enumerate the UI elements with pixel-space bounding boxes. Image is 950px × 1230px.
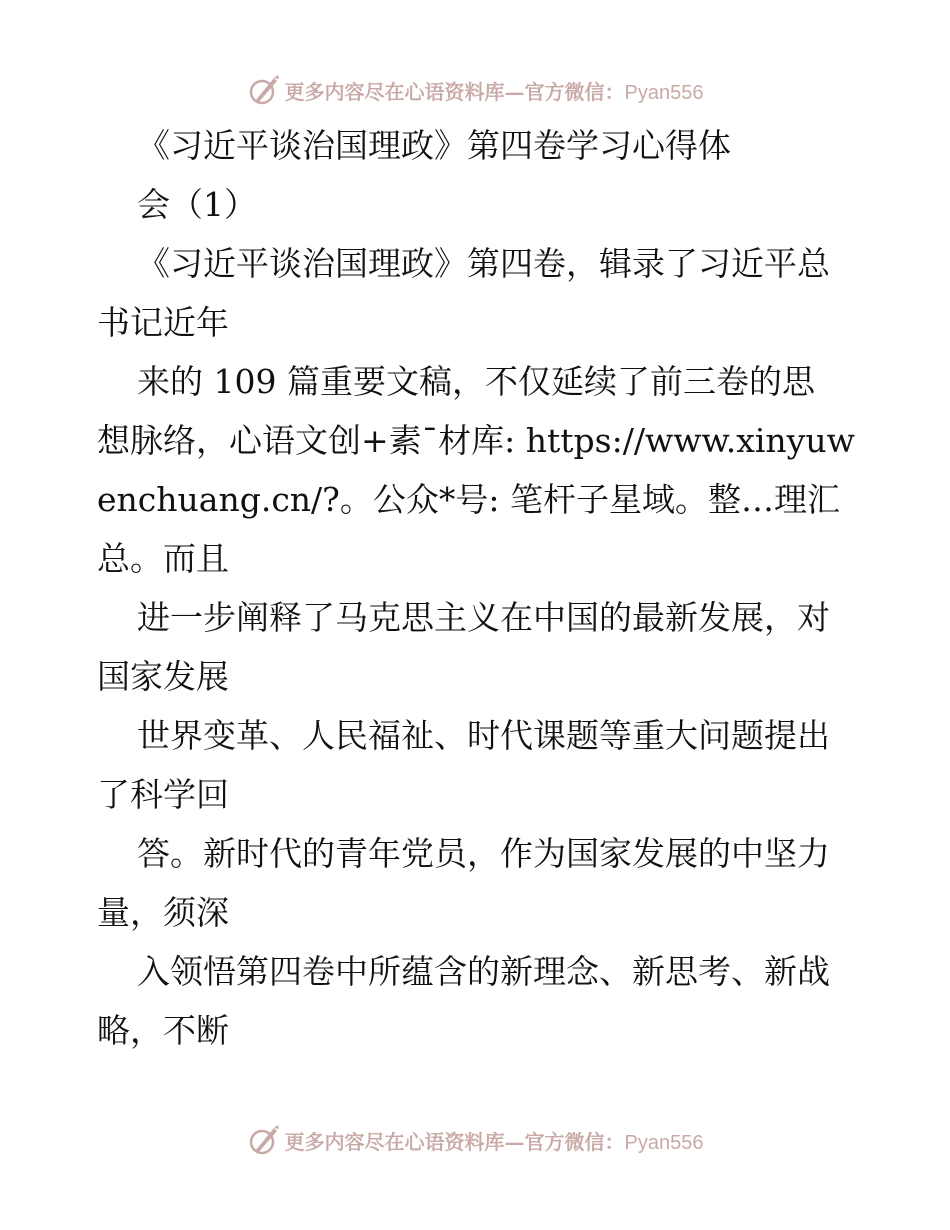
quill-pen-logo-icon (247, 73, 281, 107)
watermark-brand: 更多内容尽在心语资料库 (284, 79, 505, 104)
paragraph-line: 书记近年 (97, 303, 229, 342)
paragraph-line: 来的 109 篇重要文稿，不仅延续了前三卷的思 (137, 362, 815, 401)
watermark-brand: 更多内容尽在心语资料库 (284, 1129, 505, 1154)
paragraph-line: 略，不断 (97, 1011, 229, 1050)
watermark-wechat-id: Pyan556 (624, 81, 704, 104)
document-title-line-2: 会（1） (137, 185, 257, 224)
watermark-wechat-label: 官方微信： (524, 79, 625, 104)
paragraph-line: enchuang.cn/?。公众*号: 笔杆子星域。整…理汇 (97, 480, 840, 519)
paragraph-line: 了科学回 (97, 775, 229, 814)
paragraph-line: 答。新时代的青年党员，作为国家发展的中坚力 (137, 834, 830, 873)
header-watermark (0, 70, 950, 110)
paragraph-line: 进一步阐释了马克思主义在中国的最新发展，对 (137, 598, 830, 637)
watermark-separator: — (504, 79, 525, 104)
footer-watermark (0, 1120, 950, 1160)
watermark-wechat-id: Pyan556 (624, 1131, 704, 1154)
paragraph-line: 国家发展 (97, 657, 229, 696)
watermark-separator: — (504, 1129, 525, 1154)
document-title-line-1: 《习近平谈治国理政》第四卷学习心得体 (137, 126, 731, 165)
watermark-wechat-label: 官方微信： (524, 1129, 625, 1154)
paragraph-line: 量，须深 (97, 893, 229, 932)
paragraph-line: 想脉络，心语文创+素¯材库: https://www.xinyuw (97, 421, 855, 460)
paragraph-line: 世界变革、人民福祉、时代课题等重大问题提出 (137, 716, 830, 755)
paragraph-line: 《习近平谈治国理政》第四卷，辑录了习近平总 (137, 244, 830, 283)
paragraph-line: 入领悟第四卷中所蕴含的新理念、新思考、新战 (137, 952, 830, 991)
quill-pen-logo-icon (247, 1123, 281, 1157)
paragraph-line: 总。而且 (97, 539, 229, 578)
